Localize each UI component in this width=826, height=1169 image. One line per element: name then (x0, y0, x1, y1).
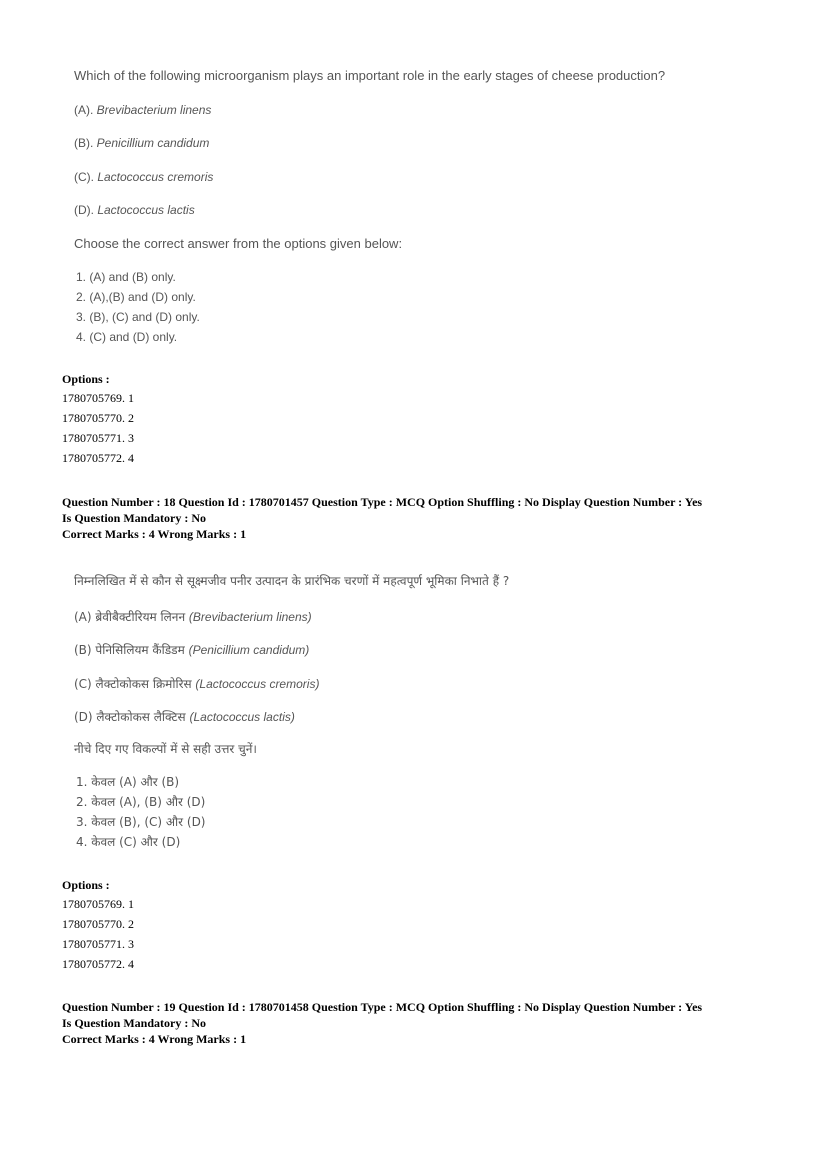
question-text-hindi: निम्नलिखित में से कौन से सूक्ष्मजीव पनीर उत्पादन के प्रारंभिक चरणों में महत्वपूर्ण भूमिका निभाते हैं ? (74, 574, 510, 588)
question-meta-line: Question Number : 18 Question Id : 1780701457 Question Type : MCQ Option Shuffling : No Display Question Number : Yes (62, 495, 703, 509)
option-c: (C). Lactococcus cremoris (74, 170, 214, 184)
options-block (62, 876, 782, 974)
answer-choice-2: 2. केवल (A), (B) और (D) (76, 795, 206, 809)
marks-line: Correct Marks : 4 Wrong Marks : 1 (62, 1032, 247, 1046)
answer-choice-3: 3. (B), (C) and (D) only. (76, 310, 200, 324)
question-header (62, 999, 782, 1047)
option-b: (B). Penicillium candidum (74, 136, 210, 150)
question-meta-line: Question Number : 19 Question Id : 1780701458 Question Type : MCQ Option Shuffling : No Display Question Number : Yes (62, 1000, 703, 1014)
instruction-text-hindi: नीचे दिए गए विकल्पों में से सही उत्तर चुनें। (74, 742, 257, 756)
answer-choice-1: 1. केवल (A) और (B) (76, 775, 180, 789)
options-label: Options : (62, 372, 110, 386)
option-d-hindi: (D) लैक्टोकोकस लैक्टिस (Lactococcus lactis) (74, 710, 295, 724)
question-text: Which of the following microorganism plays an important role in the early stages of cheese production? (74, 68, 666, 83)
marks-line: Correct Marks : 4 Wrong Marks : 1 (62, 527, 247, 541)
answer-choice-2: 2. (A),(B) and (D) only. (76, 290, 196, 304)
answer-list-hindi (74, 772, 206, 852)
option-id-1: 1780705769. 1 (62, 897, 134, 911)
options-label: Options : (62, 878, 110, 892)
option-id-1: 1780705769. 1 (62, 391, 134, 405)
options-block (62, 370, 782, 468)
option-d: (D). Lactococcus lactis (74, 203, 195, 217)
option-a-hindi: (A) ब्रेवीबैक्टीरियम लिनन (Brevibacterium linens) (74, 610, 312, 624)
option-id-2: 1780705770. 2 (62, 411, 134, 425)
answer-list (74, 267, 200, 347)
option-id-3: 1780705771. 3 (62, 431, 134, 445)
answer-choice-4: 4. (C) and (D) only. (76, 330, 178, 344)
option-a: (A). Brevibacterium linens (74, 103, 212, 117)
option-id-4: 1780705772. 4 (62, 957, 134, 971)
answer-choice-1: 1. (A) and (B) only. (76, 270, 176, 284)
answer-choice-4: 4. केवल (C) और (D) (76, 835, 181, 849)
mandatory-line: Is Question Mandatory : No (62, 1016, 207, 1030)
mandatory-line: Is Question Mandatory : No (62, 511, 207, 525)
question-header (62, 494, 782, 542)
option-b-hindi: (B) पेनिसिलियम कैंडिडम (Penicillium candidum) (74, 643, 310, 657)
option-id-4: 1780705772. 4 (62, 451, 134, 465)
instruction-text: Choose the correct answer from the options given below: (74, 236, 403, 251)
option-id-3: 1780705771. 3 (62, 937, 134, 951)
option-id-2: 1780705770. 2 (62, 917, 134, 931)
answer-choice-3: 3. केवल (B), (C) और (D) (76, 815, 206, 829)
option-c-hindi: (C) लैक्टोकोकस क्रिमोरिस (Lactococcus cremoris) (74, 677, 320, 691)
